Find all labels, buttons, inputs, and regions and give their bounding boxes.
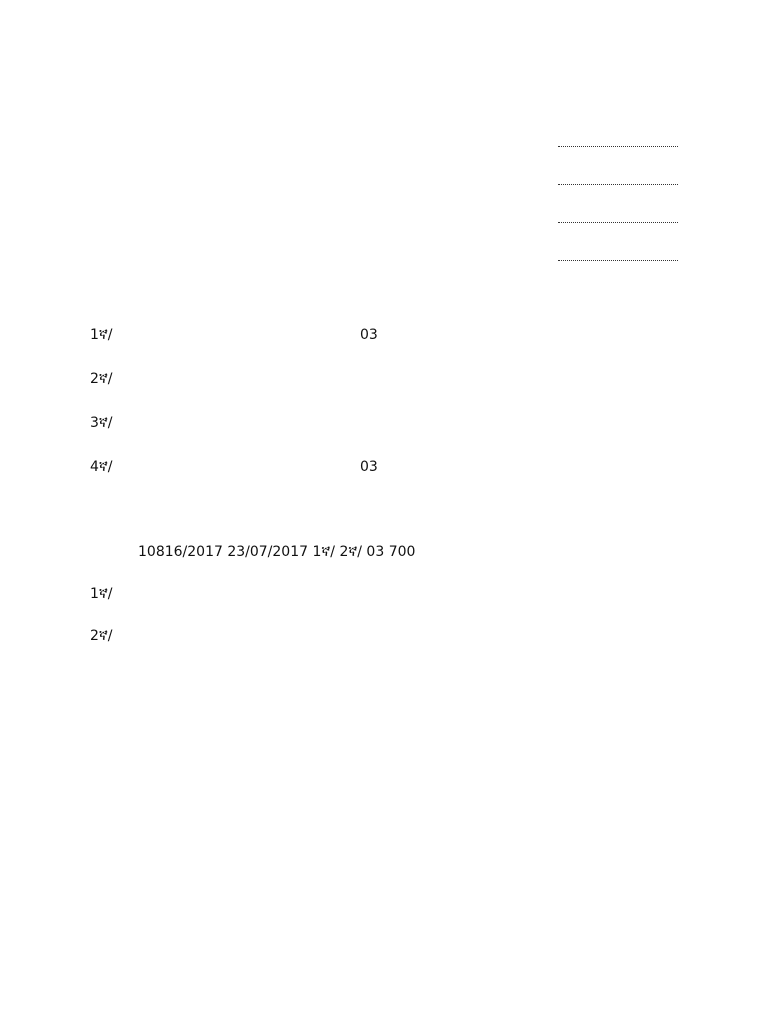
attendees-heading xyxy=(90,286,678,306)
attendees-section xyxy=(90,286,678,478)
meeting-place-line xyxy=(368,172,678,192)
meeting-place-blank xyxy=(558,172,678,185)
document-title xyxy=(90,96,678,116)
attendee-row xyxy=(90,326,678,346)
attendee-row xyxy=(90,370,678,390)
attendee-name xyxy=(120,414,360,434)
attendee-name xyxy=(120,458,360,478)
agenda-item-number: 1ኛ/ xyxy=(90,585,113,602)
attendee-name xyxy=(120,326,360,346)
agenda-item-number: 2ኛ/ xyxy=(90,627,113,644)
meeting-meta xyxy=(368,134,678,268)
attendee-role: 03 xyxy=(360,459,378,475)
meeting-start-line xyxy=(368,210,678,230)
attendee-number: 1ኛ/ xyxy=(90,327,113,343)
agenda-heading xyxy=(90,502,678,522)
attendee-role: 03 xyxy=(360,327,378,343)
attendee-number: 3ኛ/ xyxy=(90,415,113,431)
attendee-role xyxy=(360,414,678,434)
attendee-number: 4ኛ/ xyxy=(90,459,113,475)
meeting-start-blank xyxy=(558,210,678,223)
meeting-end-line xyxy=(368,248,678,268)
agenda-item xyxy=(90,624,678,650)
attendee-row xyxy=(90,414,678,434)
attendee-row xyxy=(90,458,678,478)
meeting-date-line xyxy=(368,134,678,154)
agenda-item xyxy=(90,582,678,608)
meeting-date-blank xyxy=(558,134,678,147)
attendee-role xyxy=(360,370,678,390)
body-paragraph: 10816/2017 23/07/2017 1ኛ/ 2ኛ/ 03 700 xyxy=(138,544,416,560)
attendee-number: 2ኛ/ xyxy=(90,371,113,387)
attendee-name xyxy=(120,370,360,390)
meeting-end-blank xyxy=(558,248,678,261)
